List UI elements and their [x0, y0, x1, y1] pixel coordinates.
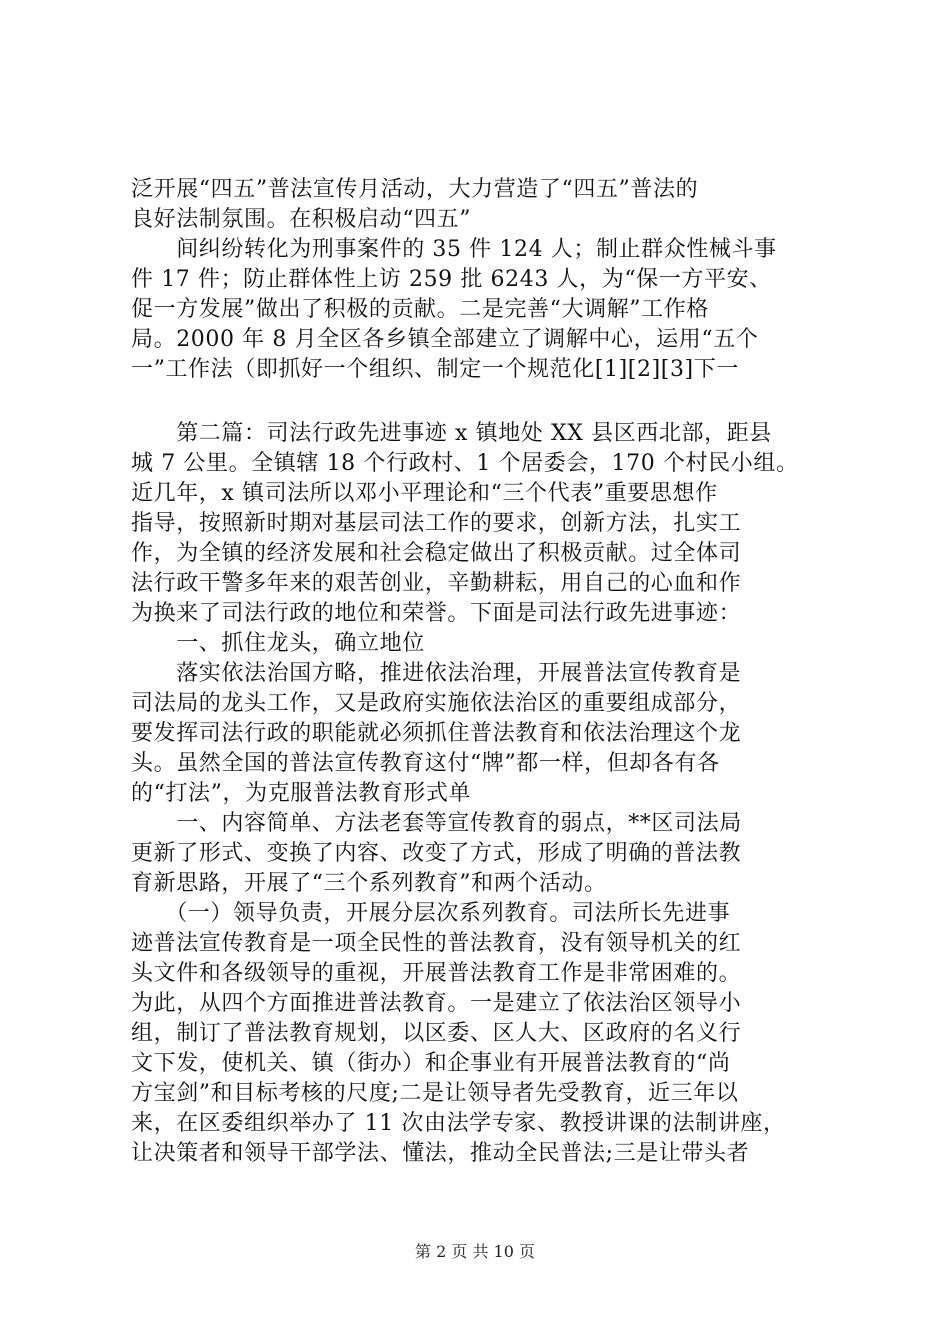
- page-number-label: 第 2 页 共 10 页: [415, 1242, 535, 1261]
- text-line: 指导，按照新时期对基层司法工作的要求，创新方法，扎实工: [131, 511, 742, 536]
- text-line: 组，制订了普法教育规划，以区委、区人大、区政府的名义行: [131, 1021, 742, 1046]
- text-line: 更新了形式、变换了内容、改变了方式，形成了明确的普法教: [131, 841, 742, 866]
- text-line: 的“打法”，为克服普法教育形式单: [131, 781, 472, 806]
- text-line: 让决策者和领导干部学法、懂法，推动全民普法;三是让带头者: [131, 1141, 750, 1166]
- page-footer: [0, 1242, 950, 1262]
- text-line: （一）领导负责，开展分层次系列教育。司法所长先进事: [131, 901, 731, 926]
- text-line: 法行政干警多年来的艰苦创业，辛勤耕耘，用自己的心血和作: [131, 571, 742, 596]
- text-line: 方宝剑”和目标考核的尺度;二是让领导者先受教育，近三年以: [131, 1081, 739, 1106]
- text-line: 良好法制氛围。在积极启动“四五”: [131, 207, 472, 232]
- text-line: 作，为全镇的经济发展和社会稳定做出了积极贡献。过全体司: [131, 541, 742, 566]
- text-line: 近几年，x 镇司法所以邓小平理论和“三个代表”重要思想作: [131, 481, 718, 506]
- text-line: 一”工作法（即抓好一个组织、制定一个规范化[1][2][3]下一: [131, 357, 739, 382]
- text-line: 要发挥司法行政的职能就必须抓住普法教育和依法治理这个龙: [131, 721, 742, 746]
- text-line: 司法局的龙头工作，又是政府实施依法治区的重要组成部分，: [131, 691, 742, 716]
- text-line: 泛开展“四五”普法宣传月活动，大力营造了“四五”普法的: [131, 177, 699, 202]
- text-line: 落实依法治国方略，推进依法治理，开展普法宣传教育是: [131, 661, 742, 686]
- text-line: 为换来了司法行政的地位和荣誉。下面是司法行政先进事迹：: [131, 601, 742, 626]
- text-section-2: [131, 419, 831, 1169]
- text-line: 第二篇：司法行政先进事迹 x 镇地处 XX 县区西北部，距县: [131, 421, 772, 446]
- text-line: 一、内容简单、方法老套等宣传教育的弱点，**区司法局: [131, 811, 742, 836]
- text-line: 一、抓住龙头，确立地位: [131, 631, 425, 656]
- text-line: 迹普法宣传教育是一项全民性的普法教育，没有领导机关的红: [131, 931, 742, 956]
- text-line: 间纠纷转化为刑事案件的 35 件 124 人；制止群众性械斗事: [131, 237, 777, 262]
- text-line: 城 7 公里。全镇辖 18 个行政村、1 个居委会，170 个村民小组。: [131, 451, 799, 476]
- text-line: 头。虽然全国的普法宣传教育这付“牌”都一样，但却各有各: [131, 751, 720, 776]
- text-section-1: [131, 175, 831, 385]
- text-line: 促一方发展”做出了积极的贡献。二是完善“大调解”工作格: [131, 297, 709, 322]
- text-line: 局。2000 年 8 月全区各乡镇全部建立了调解中心，运用“五个: [131, 327, 759, 352]
- text-line: 育新思路，开展了“三个系列教育”和两个活动。: [131, 871, 607, 896]
- text-line: 为此，从四个方面推进普法教育。一是建立了依法治区领导小: [131, 991, 742, 1016]
- text-line: 来，在区委组织举办了 11 次由法学专家、教授讲课的法制讲座，: [131, 1111, 786, 1136]
- text-line: 件 17 件；防止群体性上访 259 批 6243 人，为“保一方平安、: [131, 267, 772, 292]
- text-line: 文下发，使机关、镇（街办）和企事业有开展普法教育的“尚: [131, 1051, 731, 1076]
- text-line: 头文件和各级领导的重视，开展普法教育工作是非常困难的。: [131, 961, 742, 986]
